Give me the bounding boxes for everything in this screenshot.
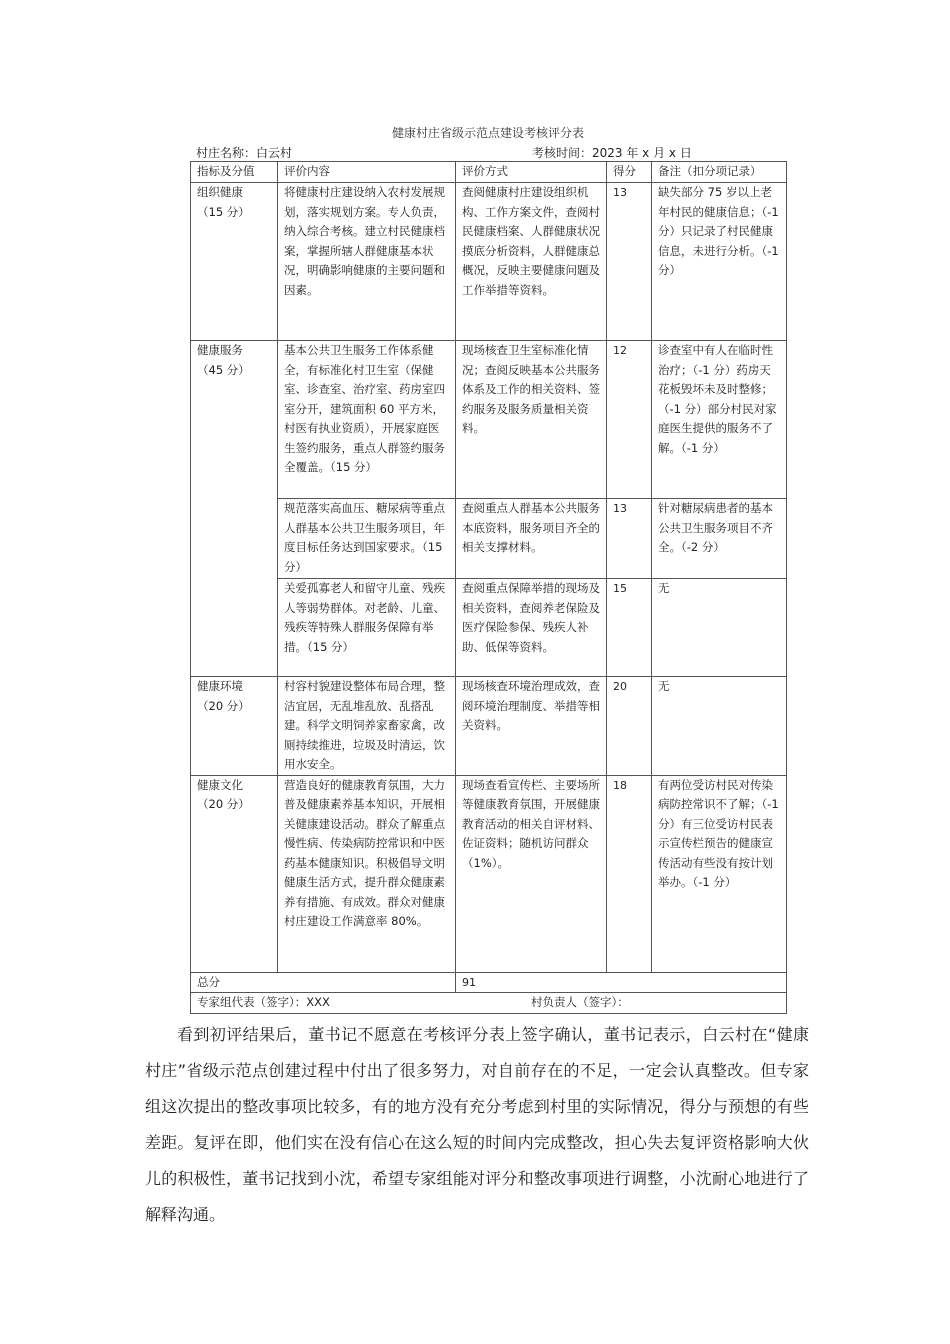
- indicator-cell: [191, 341, 278, 677]
- header-method: 评价方式: [456, 162, 607, 183]
- indicator-points: （15 分）: [197, 204, 250, 219]
- content-cell: 规范落实高血压、糖尿病等重点人群基本公共卫生服务项目，年度目标任务达到国家要求。（15 分）: [278, 499, 456, 579]
- score-cell: 13: [607, 499, 652, 579]
- table-row: [191, 579, 787, 677]
- method-cell: 查阅重点保障举措的现场及相关资料，查阅养老保险及医疗保险参保、残疾人补助、低保等资料。: [456, 579, 607, 677]
- table-header-row: [191, 162, 787, 183]
- village-name: 村庄名称：白云村: [196, 146, 293, 160]
- total-label: 总分: [191, 972, 456, 993]
- signature-row: [191, 993, 787, 1014]
- method-cell: 现场核查卫生室标准化情况；查阅反映基本公共服务体系及工作的相关资料、签约服务及服务质量相关资料。: [456, 341, 607, 499]
- score-table: [190, 161, 787, 1014]
- remark-cell: 缺失部分 75 岁以上老年村民的健康信息；（-1 分）只记录了村民健康信息，未进行分析。（-1 分）: [652, 183, 787, 341]
- score-cell: 12: [607, 341, 652, 499]
- header-remark: 备注（扣分项记录）: [652, 162, 787, 183]
- content-cell: 基本公共卫生服务工作体系健全，有标准化村卫生室（保健室、诊查室、治疗室、药房室四室分开，建筑面积 60 平方米，村医有执业资质），开展家庭医生签约服务，重点人群签约服务全覆盖。（15 分）: [278, 341, 456, 499]
- table-row: [191, 499, 787, 579]
- score-cell: 20: [607, 677, 652, 776]
- indicator-points: （20 分）: [197, 698, 250, 713]
- score-cell: 18: [607, 775, 652, 972]
- method-cell: 查阅重点人群基本公共服务本底资料，服务项目齐全的相关支撑材料。: [456, 499, 607, 579]
- remark-cell: 有两位受访村民对传染病防控常识不了解；（-1 分）有三位受访村民表示宣传栏预告的健康宣传活动有些没有按计划举办。（-1 分）: [652, 775, 787, 972]
- table-row: [191, 183, 787, 341]
- remark-cell: 无: [652, 579, 787, 677]
- village-head-signature: 村负责人（签字）：: [531, 995, 629, 1009]
- header-content: 评价内容: [278, 162, 456, 183]
- expert-signature: 专家组代表（签字）：XXX: [197, 995, 330, 1009]
- remark-cell: 针对糖尿病患者的基本公共卫生服务项目不齐全。（-2 分）: [652, 499, 787, 579]
- signature-cell: [191, 993, 787, 1014]
- indicator-name: 健康服务: [197, 343, 243, 357]
- method-cell: 现场核查环境治理成效，查阅环境治理制度、举措等相关资料。: [456, 677, 607, 776]
- table-title: 健康村庄省级示范点建设考核评分表: [391, 126, 584, 140]
- method-cell: 查阅健康村庄建设组织机构、工作方案文件，查阅村民健康档案、人群健康状况摸底分析资料，人群健康总概况，反映主要健康问题及工作举措等资料。: [456, 183, 607, 341]
- content-cell: 关爱孤寡老人和留守儿童、残疾人等弱势群体。对老龄、儿童、残疾等特殊人群服务保障有举措。（15 分）: [278, 579, 456, 677]
- indicator-cell: [191, 183, 278, 341]
- remark-cell: 诊查室中有人在临时性治疗；（-1 分）药房天花板毁坏未及时整修；（-1 分）部分村民对家庭医生提供的服务不了解。（-1 分）: [652, 341, 787, 499]
- table-row: [191, 775, 787, 972]
- indicator-name: 健康文化: [197, 777, 243, 792]
- total-row: [191, 972, 787, 993]
- content-cell: 营造良好的健康教育氛围，大力普及健康素养基本知识，开展相关健康建设活动。群众了解重点慢性病、传染病防控常识和中医药基本健康知识。积极倡导文明健康生活方式，提升群众健康素养有措施、有成效。群众对健康村庄建设工作满意率 80%。: [278, 775, 456, 972]
- total-value: 91: [456, 972, 787, 993]
- table-row: [191, 341, 787, 499]
- indicator-points: （45 分）: [197, 362, 250, 377]
- header-score: 得分: [607, 162, 652, 183]
- header-indicator: 指标及分值: [191, 162, 278, 183]
- body-paragraph: 看到初评结果后，董书记不愿意在考核评分表上签字确认，董书记表示，白云村在“健康村庄”省级示范点创建过程中付出了很多努力，对自前存在的不足，一定会认真整改。但专家组这次提出的整改事项比较多，有的地方没有充分考虑到村里的实际情况，得分与预想的有些差距。复评在即，他们实在没有信心在这么短的时间内完成整改，担心失去复评资格影响大伙儿的积极性，董书记找到小沈，希望专家组能对评分和整改事项进行调整，小沈耐心地进行了解释沟通。: [145, 1025, 809, 1224]
- score-cell: 15: [607, 579, 652, 677]
- indicator-cell: [191, 677, 278, 776]
- indicator-cell: [191, 775, 278, 972]
- table-row: [191, 677, 787, 776]
- indicator-name: 健康环境: [197, 679, 243, 693]
- assessment-time: 考核时间：2023 年 x 月 x 日: [532, 146, 692, 160]
- content-cell: 村容村貌建设整体布局合理，整洁宜居，无乱堆乱放、乱搭乱建。科学文明饲养家畜家禽，改厕持续推进，垃圾及时清运，饮用水安全。: [278, 677, 456, 776]
- score-cell: 13: [607, 183, 652, 341]
- indicator-points: （20 分）: [197, 797, 250, 811]
- remark-cell: 无: [652, 677, 787, 776]
- method-cell: 现场查看宣传栏、主要场所等健康教育氛围，开展健康教育活动的相关自评材料、佐证资料；随机访问群众（1%）。: [456, 775, 607, 972]
- indicator-name: 组织健康: [197, 185, 243, 199]
- content-cell: 将健康村庄建设纳入农村发展规划，落实规划方案。专人负责，纳入综合考核。建立村民健康档案，掌握所辖人群健康基本状况，明确影响健康的主要问题和因素。: [278, 183, 456, 341]
